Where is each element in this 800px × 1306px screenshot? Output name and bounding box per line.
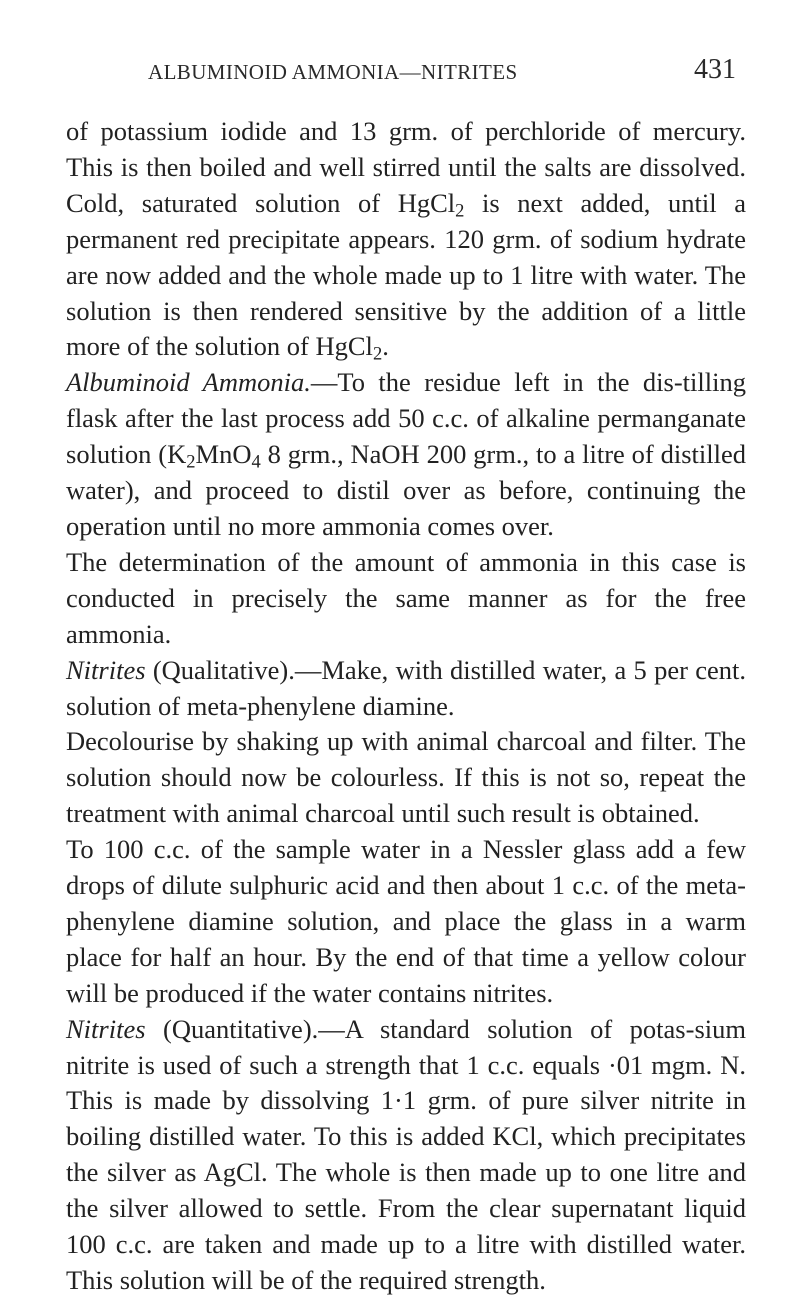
subscript: 2 (372, 344, 383, 366)
subscript: 4 (251, 451, 261, 473)
paragraph-reagent-preparation (66, 114, 746, 365)
text-run: To 100 c.c. of the sample water in a Nessler glass add a few drops of dilute sulphuric acid and then about 1 c.c. of the meta-phenylene diamine solution, and place the glass in a warm place for half an hour. By the end of that time a yellow colour will be produced if the water contains nitrites. (66, 834, 746, 1008)
paragraph-nitrites-quantitative (66, 1012, 746, 1299)
text-run: 8 grm., NaOH 200 grm., to a litre of distilled water), and proceed to distil over as before, continuing the operation until no more ammonia comes over. (66, 439, 746, 541)
subscript: 2 (186, 451, 196, 473)
text-run: Decolourise by shaking up with animal charcoal and filter. The solution should now be colourless. If this is not so, repeat the treatment with animal charcoal until such result is obtained. (66, 726, 746, 829)
section-heading: Nitrites (66, 654, 146, 685)
section-heading: Nitrites (66, 1013, 146, 1044)
running-head: ALBUMINOID AMMONIA—NITRITES (148, 60, 518, 84)
paragraph-albuminoid-ammonia (66, 365, 746, 545)
text-run: —To the residue left in the dis-tilling flask after the last process add 50 c.c. of alkaline permanganate solution (K (66, 367, 746, 470)
text-run: of potassium iodide and 13 grm. of perchloride of mercury. This is then boiled and well stirred until the salts are dissolved. Cold, saturated solution of HgCl (66, 116, 746, 218)
body-text (66, 114, 746, 1299)
paragraph-determination (66, 545, 746, 653)
paragraph-decolourise (66, 724, 746, 832)
text-run: is next added, until a permanent red precipitate appears. 120 grm. of sodium hydrate are now added and the whole made up to 1 litre with water. The solution is then rendered sensitive by the addition of a little more of the solution of HgCl (66, 187, 746, 362)
subscript: 2 (455, 200, 465, 222)
text-run: (Quantitative).—A standard solution of potas-sium nitrite is used of such a strength that 1 c.c. equals ·01 mgm. N. This is made by dissolving 1·1 grm. of pure silver nitrite in boiling distilled water. To this is added KCl, which precipitates the silver as AgCl. The whole is then made up to one litre and the silver allowed to settle. From the clear supernatant liquid 100 c.c. are taken and made up to a litre with distilled water. This solution will be of the required strength. (66, 1013, 746, 1295)
paragraph-nitrites-qualitative (66, 653, 746, 725)
text-run: . (382, 331, 389, 362)
paragraph-nessler-test (66, 832, 746, 1012)
page-number: 431 (694, 54, 736, 85)
text-run: The determination of the amount of ammonia in this case is conducted in precisely the same manner as for the free ammonia. (66, 546, 746, 649)
text-run: MnO (195, 439, 252, 470)
section-heading: Albuminoid Ammonia. (66, 367, 311, 398)
text-run: (Qualitative).—Make, with distilled water, a 5 per cent. solution of meta-phenylene diamine. (66, 654, 746, 721)
